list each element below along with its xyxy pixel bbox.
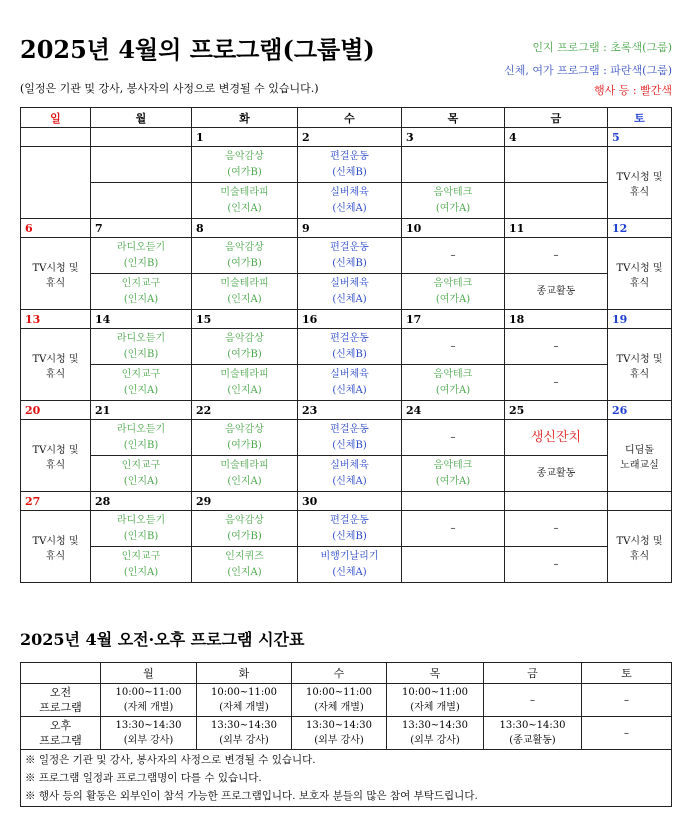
date-number: 3 <box>402 128 505 147</box>
pm-program-cell: 음악테크 (여가A) <box>402 274 505 310</box>
monthly-calendar <box>20 107 672 583</box>
schedule-time-cell: 13:30~14:30 (외부 강사) <box>292 717 387 750</box>
date-number: 22 <box>192 401 298 420</box>
pm-program-cell <box>91 183 192 219</box>
schedule-time-cell: 10:00~11:00 (자체 개별) <box>197 684 292 717</box>
date-number: 9 <box>298 219 402 238</box>
legend-physical: 신체, 여가 프로그램 : 파란색(그룹) <box>504 64 672 77</box>
schedule-day-header: 수 <box>292 663 387 684</box>
pm-program-cell: 인지교구 (인지A) <box>91 274 192 310</box>
am-program-cell: – <box>402 238 505 274</box>
weekday-fri: 금 <box>505 108 608 128</box>
schedule-time-cell: 13:30~14:30 (외부 강사) <box>387 717 484 750</box>
saturday-activity: TV시청 및 휴식 <box>608 329 672 401</box>
pm-program-cell: 종교활동 <box>505 456 608 492</box>
date-number: 11 <box>505 219 608 238</box>
date-number <box>505 492 608 511</box>
date-row <box>21 401 672 420</box>
notes-row <box>21 750 672 807</box>
weekday-tue: 화 <box>192 108 298 128</box>
note-line: ※ 일정은 기관 및 강사, 봉사자의 사정으로 변경될 수 있습니다. <box>25 754 316 766</box>
weekday-mon: 월 <box>91 108 192 128</box>
am-program-cell: 음악감상 (여가B) <box>192 511 298 547</box>
date-number: 14 <box>91 310 192 329</box>
schedule-time-cell: 10:00~11:00 (자체 개별) <box>292 684 387 717</box>
schedule-day-header: 월 <box>101 663 197 684</box>
date-number: 4 <box>505 128 608 147</box>
date-number: 1 <box>192 128 298 147</box>
date-number: 5 <box>608 128 672 147</box>
notes-cell <box>21 750 672 807</box>
schedule-time-cell: – <box>484 684 582 717</box>
pm-program-cell: 인지교구 (인지A) <box>91 547 192 583</box>
date-row <box>21 128 672 147</box>
date-row <box>21 310 672 329</box>
am-program-cell: 음악감상 (여가B) <box>192 147 298 183</box>
am-program-cell: 라디오듣기 (인지B) <box>91 511 192 547</box>
pm-program-cell <box>402 547 505 583</box>
sunday-activity: TV시청 및 휴식 <box>21 329 91 401</box>
date-number: 2 <box>298 128 402 147</box>
weekday-sat: 토 <box>608 108 672 128</box>
am-program-cell: 생신잔치 <box>505 420 608 456</box>
date-number: 15 <box>192 310 298 329</box>
am-program-cell: 편걸운동 (신체B) <box>298 147 402 183</box>
am-program-cell: 편걸운동 (신체B) <box>298 238 402 274</box>
am-program-cell: – <box>505 329 608 365</box>
date-number: 16 <box>298 310 402 329</box>
legend-cognitive: 인지 프로그램 : 초록색(그룹) <box>532 41 672 54</box>
date-number: 6 <box>21 219 91 238</box>
pm-program-cell: 인지퀴즈 (인지A) <box>192 547 298 583</box>
note-line: ※ 행사 등의 활동은 외부인이 참석 가능한 프로그램입니다. 보호자 분들의 많은 참여 부탁드립니다. <box>25 790 478 802</box>
weekday-header-row <box>21 108 672 128</box>
schedule-time-cell: – <box>582 684 672 717</box>
date-number: 8 <box>192 219 298 238</box>
date-number <box>608 492 672 511</box>
sunday-activity <box>21 147 91 219</box>
date-number: 24 <box>402 401 505 420</box>
schedule-row-label: 오전 프로그램 <box>21 684 101 717</box>
am-program-row <box>21 511 672 547</box>
am-program-cell: – <box>505 511 608 547</box>
am-program-cell: – <box>505 238 608 274</box>
date-number: 21 <box>91 401 192 420</box>
am-program-row <box>21 329 672 365</box>
am-program-cell: 라디오듣기 (인지B) <box>91 329 192 365</box>
am-program-cell: 라디오듣기 (인지B) <box>91 420 192 456</box>
schedule-day-header: 화 <box>197 663 292 684</box>
schedule-header-row <box>21 663 672 684</box>
schedule-day-header: 토 <box>582 663 672 684</box>
time-schedule-table <box>20 662 672 807</box>
date-number: 19 <box>608 310 672 329</box>
date-number: 25 <box>505 401 608 420</box>
subtitle-note: (일정은 기관 및 강사, 봉사자의 사정으로 변경될 수 있습니다.) <box>20 82 319 95</box>
date-number: 18 <box>505 310 608 329</box>
pm-program-cell: 미술테라피 (인지A) <box>192 274 298 310</box>
pm-program-cell: 실버체육 (신체A) <box>298 456 402 492</box>
am-program-cell: 음악감상 (여가B) <box>192 420 298 456</box>
date-number: 13 <box>21 310 91 329</box>
pm-program-cell: 실버체육 (신체A) <box>298 274 402 310</box>
date-number <box>91 128 192 147</box>
date-number: 7 <box>91 219 192 238</box>
schedule-day-header: 금 <box>484 663 582 684</box>
saturday-activity: TV시청 및 휴식 <box>608 511 672 583</box>
pm-program-cell <box>505 183 608 219</box>
schedule-row-label: 오후 프로그램 <box>21 717 101 750</box>
schedule-title: 2025년 4월 오전·오후 프로그램 시간표 <box>20 630 305 649</box>
schedule-time-cell: 13:30~14:30 (외부 강사) <box>101 717 197 750</box>
am-program-cell <box>91 147 192 183</box>
weekday-thu: 목 <box>402 108 505 128</box>
pm-program-row <box>21 365 672 401</box>
am-program-cell: 음악감상 (여가B) <box>192 329 298 365</box>
pm-program-cell: 종교활동 <box>505 274 608 310</box>
pm-program-cell: 미술테라피 (인지A) <box>192 183 298 219</box>
schedule-time-cell: 10:00~11:00 (자체 개별) <box>387 684 484 717</box>
schedule-row <box>21 684 672 717</box>
pm-program-cell: 인지교구 (인지A) <box>91 365 192 401</box>
am-program-cell: 음악감상 (여가B) <box>192 238 298 274</box>
schedule-time-cell: 13:30~14:30 (종교활동) <box>484 717 582 750</box>
note-line: ※ 프로그램 일정과 프로그램명이 다를 수 있습니다. <box>25 772 262 784</box>
schedule-row <box>21 717 672 750</box>
am-program-cell <box>505 147 608 183</box>
am-program-cell <box>402 147 505 183</box>
weekday-sun: 일 <box>21 108 91 128</box>
pm-program-cell: 실버체육 (신체A) <box>298 183 402 219</box>
pm-program-cell: – <box>505 365 608 401</box>
am-program-row <box>21 147 672 183</box>
pm-program-cell: 인지교구 (인지A) <box>91 456 192 492</box>
am-program-cell: 편걸운동 (신체B) <box>298 420 402 456</box>
saturday-activity: 디딤돌 노래교실 <box>608 420 672 492</box>
date-number <box>402 492 505 511</box>
am-program-row <box>21 238 672 274</box>
pm-program-cell: 미술테라피 (인지A) <box>192 456 298 492</box>
pm-program-cell: 실버체육 (신체A) <box>298 365 402 401</box>
pm-program-row <box>21 456 672 492</box>
pm-program-row <box>21 274 672 310</box>
sunday-activity: TV시청 및 휴식 <box>21 238 91 310</box>
am-program-cell: 편걸운동 (신체B) <box>298 329 402 365</box>
legend-event: 행사 등 : 빨간색 <box>594 84 672 97</box>
pm-program-cell: 음악테크 (여가A) <box>402 183 505 219</box>
am-program-cell: 편걸운동 (신체B) <box>298 511 402 547</box>
saturday-activity: TV시청 및 휴식 <box>608 238 672 310</box>
date-row <box>21 219 672 238</box>
date-number: 30 <box>298 492 402 511</box>
pm-program-cell: 비행기날리기 (신체A) <box>298 547 402 583</box>
sunday-activity: TV시청 및 휴식 <box>21 420 91 492</box>
pm-program-row <box>21 547 672 583</box>
date-number: 23 <box>298 401 402 420</box>
am-program-cell: 라디오듣기 (인지B) <box>91 238 192 274</box>
schedule-time-cell: – <box>582 717 672 750</box>
date-number: 29 <box>192 492 298 511</box>
pm-program-cell: – <box>505 547 608 583</box>
weekday-wed: 수 <box>298 108 402 128</box>
pm-program-cell: 미술테라피 (인지A) <box>192 365 298 401</box>
pm-program-row <box>21 183 672 219</box>
schedule-day-header: 목 <box>387 663 484 684</box>
date-row <box>21 492 672 511</box>
date-number: 12 <box>608 219 672 238</box>
am-program-row <box>21 420 672 456</box>
saturday-activity: TV시청 및 휴식 <box>608 147 672 219</box>
page-title: 2025년 4월의 프로그램(그룹별) <box>20 35 375 64</box>
am-program-cell: – <box>402 420 505 456</box>
am-program-cell: – <box>402 511 505 547</box>
date-number: 28 <box>91 492 192 511</box>
schedule-corner <box>21 663 101 684</box>
date-number: 27 <box>21 492 91 511</box>
date-number: 26 <box>608 401 672 420</box>
schedule-time-cell: 10:00~11:00 (자체 개별) <box>101 684 197 717</box>
am-program-cell: – <box>402 329 505 365</box>
pm-program-cell: 음악테크 (여가A) <box>402 456 505 492</box>
sunday-activity: TV시청 및 휴식 <box>21 511 91 583</box>
date-number: 10 <box>402 219 505 238</box>
date-number <box>21 128 91 147</box>
date-number: 20 <box>21 401 91 420</box>
date-number: 17 <box>402 310 505 329</box>
schedule-time-cell: 13:30~14:30 (외부 강사) <box>197 717 292 750</box>
pm-program-cell: 음악테크 (여가A) <box>402 365 505 401</box>
